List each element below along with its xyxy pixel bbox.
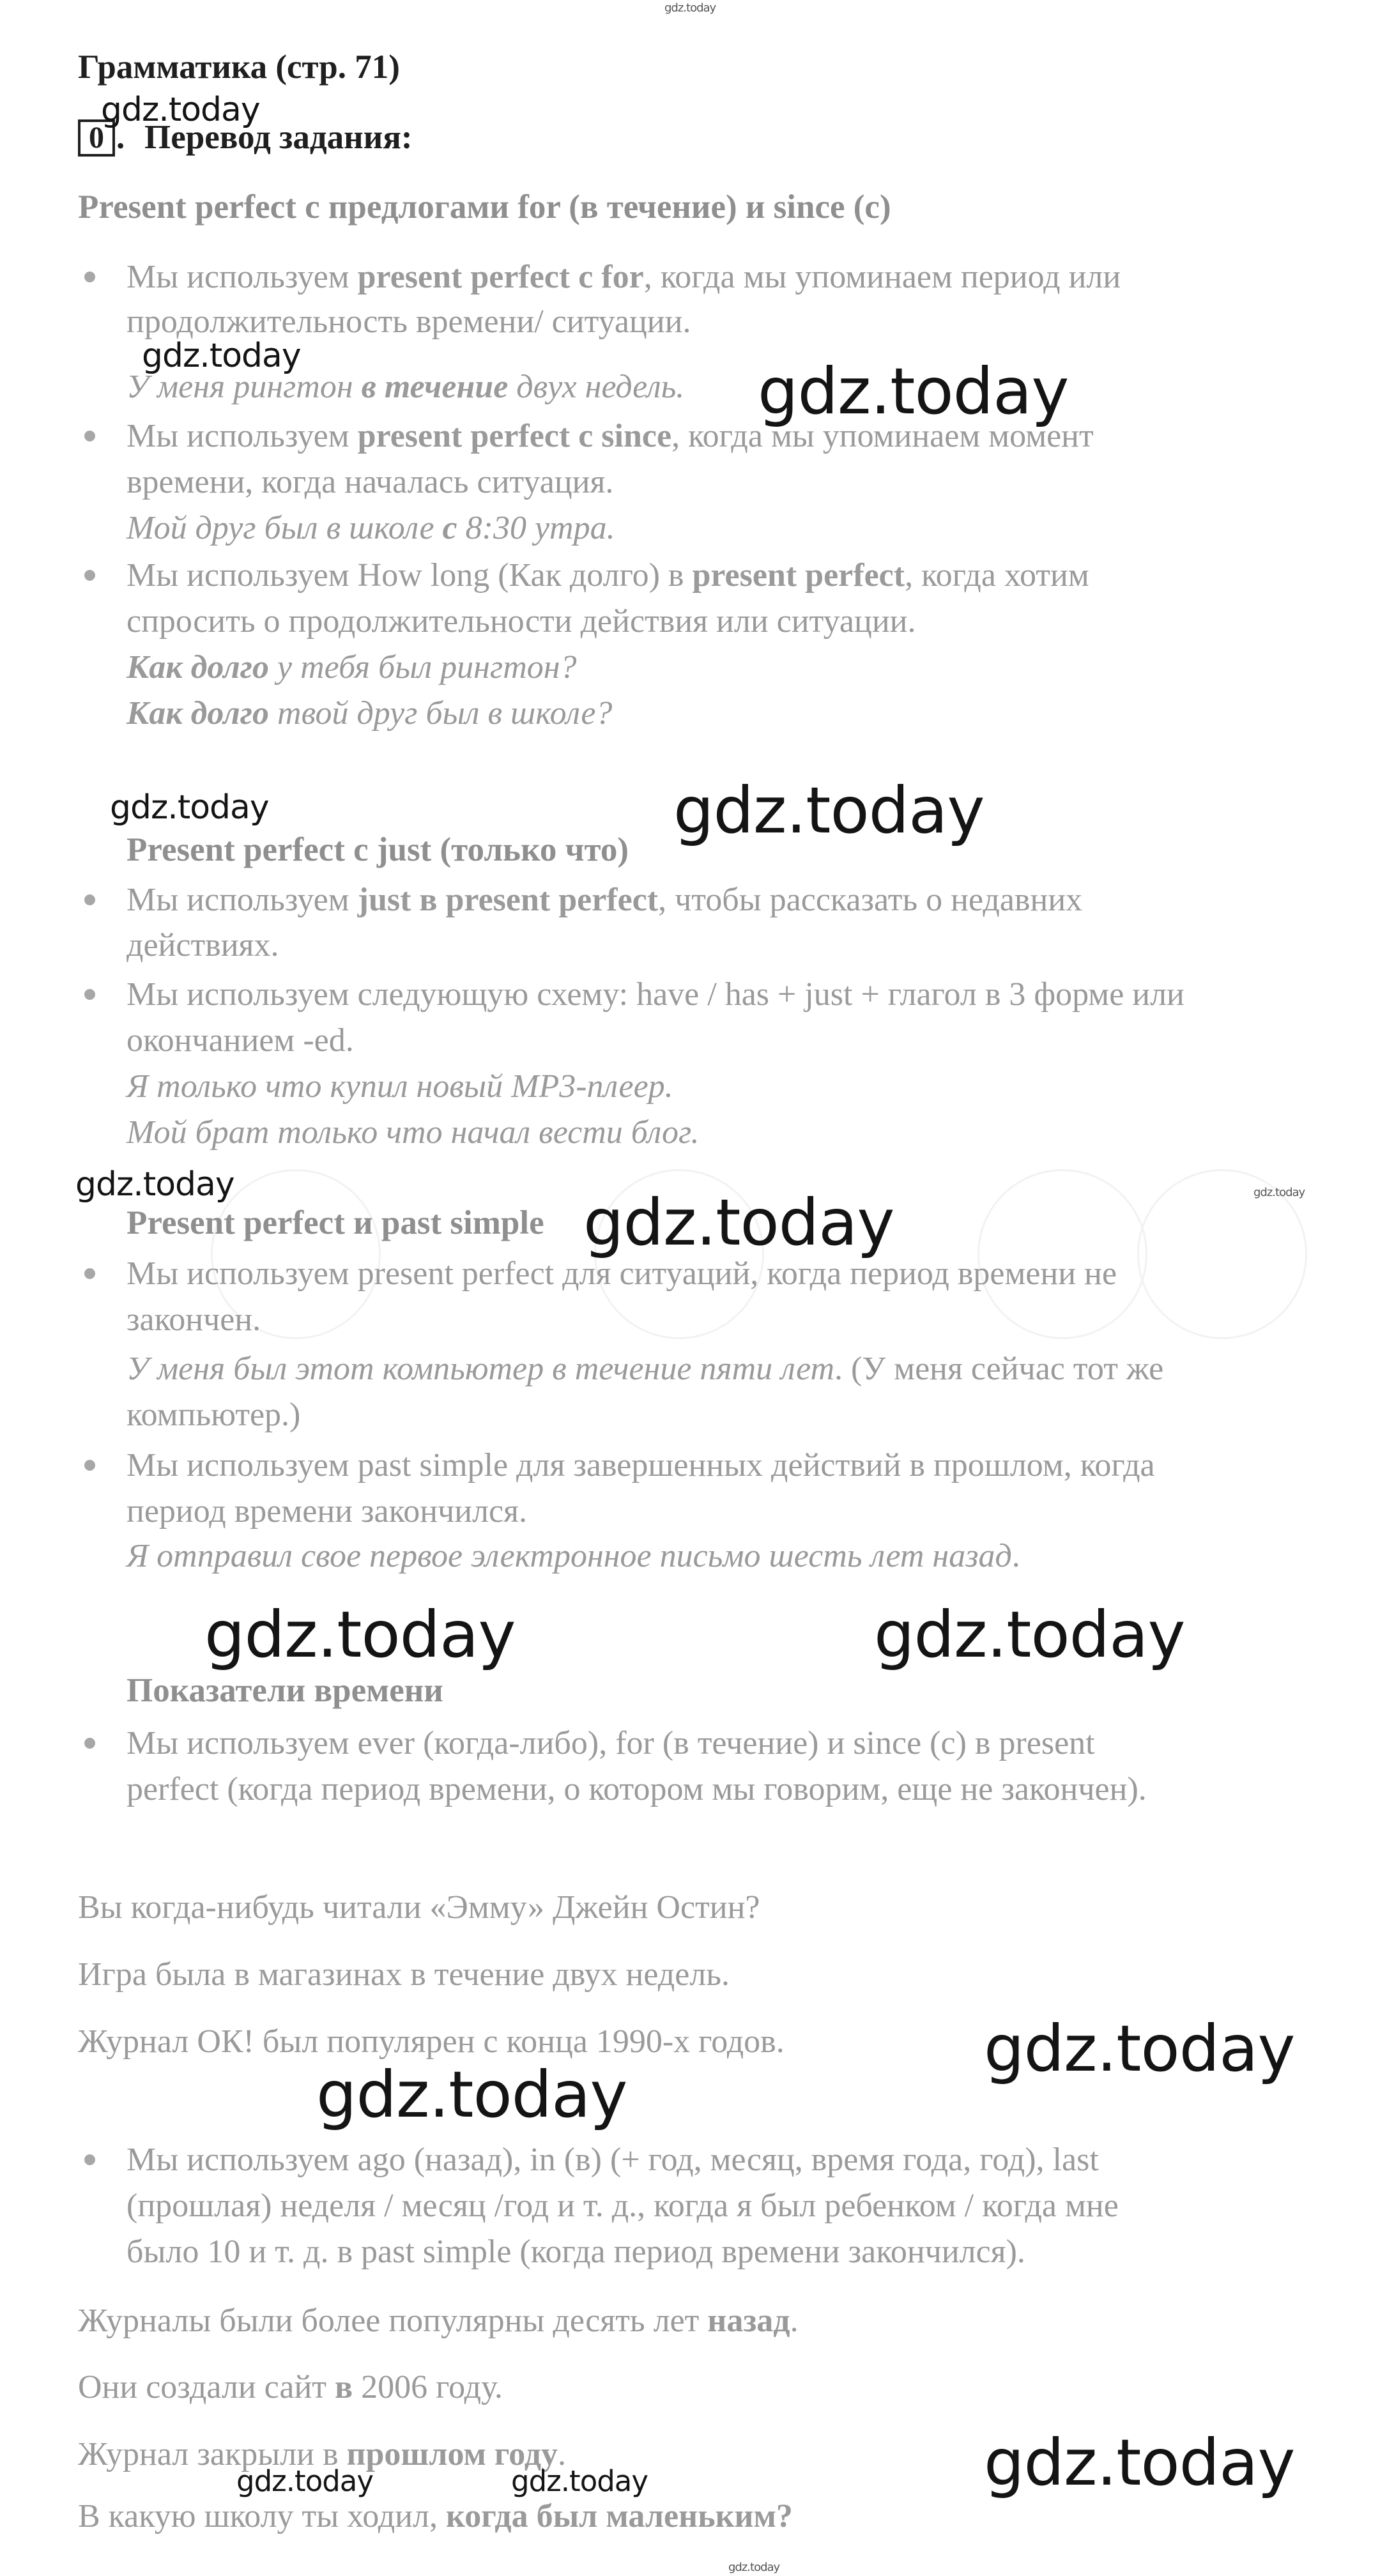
text: , когда хотим xyxy=(905,557,1089,594)
watermark: gdz.today xyxy=(75,1165,234,1204)
paragraph-line: Мы используем ago (назад), in (в) (+ год, месяц, время года, год), last xyxy=(126,2142,1099,2178)
task-label: Перевод задания: xyxy=(144,119,413,156)
bullet xyxy=(84,1268,95,1279)
watermark: gdz.today xyxy=(142,337,301,375)
paragraph-line: окончанием -ed. xyxy=(126,1022,354,1059)
watermark: gdz.today xyxy=(984,2425,1295,2500)
text: Мы используем How long (Как долго) в xyxy=(126,557,693,594)
section-heading-1: Present perfect с предлогами for (в течение) и since (с) xyxy=(78,188,891,226)
sentence: Журнал ОК! был популярен с конца 1990-х годов. xyxy=(78,2023,785,2060)
section-heading-3: Present perfect и past simple xyxy=(126,1204,544,1241)
text: , когда мы упоминаем период или xyxy=(643,259,1121,295)
example-line xyxy=(126,505,615,551)
paragraph-line: спросить о продолжительности действия или ситуации. xyxy=(126,603,916,640)
paragraph-line: Мы используем следующую схему: have / has + just + глагол в 3 форме или xyxy=(126,976,1184,1013)
paragraph-line: было 10 и т. д. в past simple (когда период времени закончился). xyxy=(126,2234,1025,2270)
watermark: gdz.today xyxy=(984,2011,1295,2086)
paragraph-line xyxy=(126,254,1121,300)
text-bold: прошлом году xyxy=(346,2436,558,2472)
text: . xyxy=(790,2303,799,2339)
bullet xyxy=(84,1738,95,1749)
text: Мы используем xyxy=(126,259,358,295)
text-italic: Я отправил свое первое электронное письмо шесть лет назад xyxy=(126,1538,1012,1574)
text: В какую школу ты ходил, xyxy=(78,2498,446,2534)
text-bold: Как долго xyxy=(126,649,270,686)
text-bold: present perfect с since xyxy=(357,418,672,454)
sentence xyxy=(78,2365,503,2411)
watermark: gdz.today xyxy=(728,2561,780,2574)
bullet xyxy=(84,894,95,905)
text-bold: в течение xyxy=(361,369,509,405)
text: 8:30 утра. xyxy=(457,510,615,546)
paragraph-line: perfect (когда период времени, о котором мы говорим, еще не закончен). xyxy=(126,1771,1147,1807)
text-bold: present perfect с for xyxy=(357,259,644,295)
paragraph-line: времени, когда началась ситуация. xyxy=(126,464,614,500)
text: 2006 году. xyxy=(353,2369,503,2405)
text: Мы используем xyxy=(126,882,358,918)
text-bold: с xyxy=(442,510,457,546)
text: твой друг был в школе? xyxy=(269,695,613,732)
section-heading-4: Показатели времени xyxy=(126,1672,443,1709)
paragraph-line xyxy=(126,877,1082,923)
task-number: 0 xyxy=(89,121,104,155)
text: у тебя был рингтон? xyxy=(269,649,577,686)
bullet xyxy=(84,431,95,441)
paragraph-line: Мы используем ever (когда-либо), for (в течение) и since (с) в present xyxy=(126,1725,1095,1761)
text: . (У меня сейчас тот же xyxy=(834,1351,1164,1387)
text-bold: в xyxy=(335,2369,353,2405)
text: Мой друг был в школе xyxy=(126,510,443,546)
watermark: gdz.today xyxy=(583,1185,894,1260)
example-line xyxy=(126,645,577,691)
text-bold: just в present perfect xyxy=(357,882,659,918)
text-bold: когда был маленьким? xyxy=(445,2498,793,2534)
watermark: gdz.today xyxy=(673,773,985,848)
text: , чтобы рассказать о недавних xyxy=(658,882,1083,918)
sentence xyxy=(78,2298,799,2344)
watermark-top: gdz.today xyxy=(664,1,716,15)
paragraph-line: Мы используем past simple для завершенных действий в прошлом, когда xyxy=(126,1447,1155,1483)
sentence: Игра была в магазинах в течение двух недель. xyxy=(78,1956,730,1993)
text-italic: У меня был этот компьютер в течение пяти лет xyxy=(126,1351,835,1387)
example-line xyxy=(126,691,612,737)
text-bold: present perfect xyxy=(692,557,905,594)
watermark: gdz.today xyxy=(236,2464,374,2498)
page-title: Грамматика (стр. 71) xyxy=(78,49,400,86)
paragraph-line xyxy=(126,553,1089,599)
watermark: gdz.today xyxy=(204,1597,516,1672)
paragraph-line: Мы используем present perfect для ситуаций, когда период времени не xyxy=(126,1255,1117,1292)
bullet xyxy=(84,989,95,1000)
text: двух недель. xyxy=(508,369,685,405)
text: . xyxy=(558,2436,567,2472)
watermark: gdz.today xyxy=(874,1597,1185,1672)
watermark: gdz.today xyxy=(758,354,1069,429)
paragraph-line: действиях. xyxy=(126,927,279,963)
bullet xyxy=(84,272,95,282)
watermark: gdz.today xyxy=(101,91,260,129)
example-line xyxy=(126,1533,1020,1579)
sentence xyxy=(78,2494,793,2540)
example-line: Мой брат только что начал вести блог. xyxy=(126,1114,700,1151)
text: Они создали сайт xyxy=(78,2369,335,2405)
text-bold: Как долго xyxy=(126,695,270,732)
text: Мы используем xyxy=(126,418,358,454)
sentence: Вы когда-нибудь читали «Эмму» Джейн Остин? xyxy=(78,1889,760,1926)
watermark: gdz.today xyxy=(1253,1186,1305,1199)
paragraph-line: (прошлая) неделя / месяц /год и т. д., когда я был ребенком / когда мне xyxy=(126,2188,1119,2224)
text: Журналы были более популярны десять лет xyxy=(78,2303,708,2339)
watermark: gdz.today xyxy=(110,788,269,827)
bullet xyxy=(84,2154,95,2165)
section-heading-2: Present perfect с just (только что) xyxy=(126,831,629,868)
text-bold: назад xyxy=(707,2303,790,2339)
watermark: gdz.today xyxy=(316,2057,627,2132)
paragraph-line: продолжительность времени/ ситуации. xyxy=(126,303,691,340)
example-line xyxy=(126,1346,1163,1392)
example-line: Я только что купил новый MP3-плеер. xyxy=(126,1068,673,1105)
text: Журнал закрыли в xyxy=(78,2436,347,2472)
paragraph-line: закончен. xyxy=(126,1301,261,1338)
paragraph-line: компьютер.) xyxy=(126,1397,301,1433)
bullet xyxy=(84,570,95,581)
text: У меня рингтон xyxy=(126,369,362,405)
text: , когда мы упоминаем момент xyxy=(671,418,1094,454)
bullet xyxy=(84,1460,95,1471)
paragraph-line: период времени закончился. xyxy=(126,1493,527,1529)
watermark: gdz.today xyxy=(511,2464,648,2498)
task-dot: . xyxy=(116,119,125,156)
text: . xyxy=(1011,1538,1020,1574)
